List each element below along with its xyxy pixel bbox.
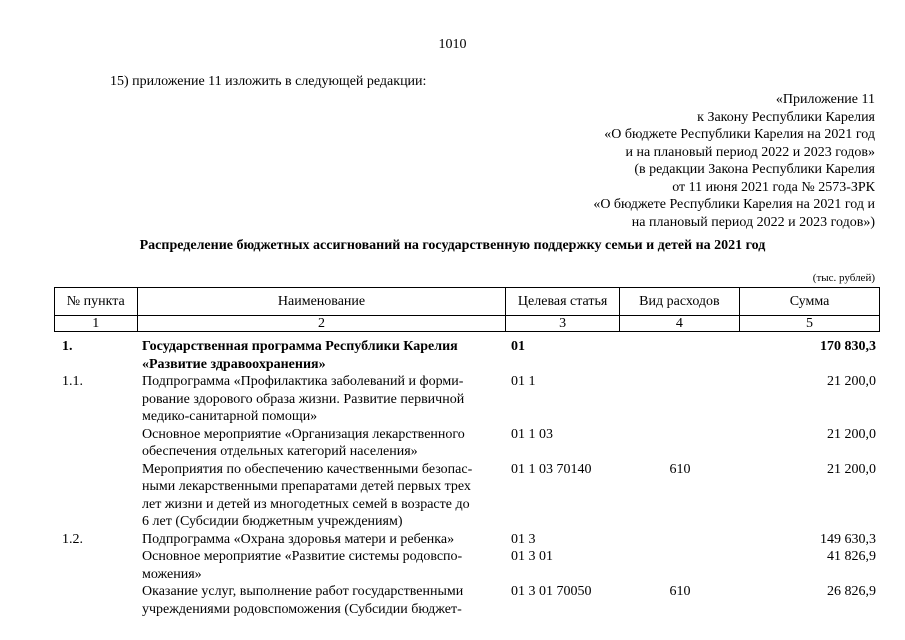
- column-number-row: [55, 316, 880, 332]
- row-name-line: обеспечения отдельных категорий населения»: [142, 444, 418, 459]
- row-name-line: «Развитие здравоохранения»: [142, 356, 326, 372]
- unit-note: (тыс. рублей): [812, 272, 875, 284]
- row-name-line: можения»: [142, 566, 202, 582]
- row-name-line: лет жизни и детей из многодетных семей в возрасте до: [142, 496, 470, 512]
- row-sum: 41 826,9: [827, 549, 876, 564]
- row-name-line: Подпрограмма «Профилактика заболеваний и форми-: [142, 374, 464, 389]
- table-body: [54, 338, 880, 618]
- row-number: 1.2.: [62, 531, 83, 547]
- row-name-line: Государственная программа Республики Карелия: [142, 339, 458, 354]
- row-expense-type: 610: [669, 584, 691, 599]
- row-sum: 149 630,3: [820, 531, 876, 547]
- row-name-line: учреждениями родовспоможения (Субсидии бюджет-: [142, 601, 462, 617]
- table-header: [54, 287, 880, 332]
- row-target-article: 01 1: [511, 374, 536, 389]
- row-number: 1.1.: [62, 374, 83, 389]
- column-number: 4: [619, 316, 739, 332]
- intro-paragraph: 15) приложение 11 изложить в следующей редакции:: [110, 74, 427, 89]
- table-row: [54, 461, 880, 531]
- row-name: [136, 548, 507, 583]
- row-sum: 26 826,9: [827, 584, 876, 599]
- row-sum: 21 200,0: [827, 426, 876, 442]
- row-sum: 21 200,0: [827, 461, 876, 477]
- row-name-line: Оказание услуг, выполнение работ государственными: [142, 584, 464, 599]
- row-target-article: 01 3: [511, 531, 536, 547]
- row-expense-type: 610: [669, 461, 691, 477]
- appendix-line: «О бюджете Республики Карелия на 2021 год: [604, 127, 875, 142]
- appendix-line: «Приложение 11: [775, 92, 875, 107]
- row-target-article: 01 3 01 70050: [511, 584, 592, 599]
- column-number: 5: [740, 316, 880, 332]
- row-name-line: 6 лет (Субсидии бюджетным учреждениям): [142, 514, 403, 529]
- table-row: [54, 373, 880, 426]
- row-target-article: 01 3 01: [511, 549, 553, 564]
- table-row: [54, 548, 880, 583]
- table-row: [54, 338, 880, 373]
- appendix-line: к Закону Республики Карелия: [697, 109, 875, 125]
- column-number: 1: [55, 316, 138, 332]
- row-name-line: рование здорового образа жизни. Развитие первичной: [142, 391, 465, 407]
- column-number: 2: [137, 316, 506, 332]
- document-title: Распределение бюджетных ассигнований на государственную поддержку семьи и детей на 2021 год: [139, 238, 766, 253]
- appendix-line: на плановый период 2022 и 2023 годов»): [631, 214, 875, 230]
- header-name: Наименование: [137, 288, 506, 316]
- header-expense-type: Вид расходов: [619, 288, 739, 316]
- appendix-line: (в редакции Закона Республики Карелия: [634, 162, 875, 177]
- row-name-line: ными лекарственными препаратами детей первых трех: [142, 479, 471, 494]
- row-target-article: 01 1 03: [511, 426, 553, 442]
- header-target-article: Целевая статья: [506, 288, 619, 316]
- row-name-line: Подпрограмма «Охрана здоровья матери и ребенка»: [142, 531, 455, 547]
- row-name-line: медико-санитарной помощи»: [142, 409, 318, 424]
- row-name-line: Мероприятия по обеспечению качественными безопас-: [142, 461, 473, 477]
- page-number: 1010: [438, 37, 467, 52]
- row-name-line: Основное мероприятие «Организация лекарственного: [142, 426, 465, 442]
- row-target-article: 01: [511, 339, 525, 354]
- row-sum: 21 200,0: [827, 374, 876, 389]
- appendix-reference: [593, 91, 875, 231]
- row-name: [136, 338, 507, 373]
- table-header-row: [55, 288, 880, 316]
- header-sum: Сумма: [740, 288, 880, 316]
- row-number: 1.: [62, 339, 73, 354]
- table-row: [54, 583, 880, 618]
- appendix-line: от 11 июня 2021 года № 2573-ЗРК: [672, 179, 875, 195]
- row-name: [136, 583, 507, 618]
- row-sum: 170 830,3: [820, 339, 876, 354]
- header-item-number: № пункта: [55, 288, 138, 316]
- row-name-line: Основное мероприятие «Развитие системы родовспо-: [142, 549, 463, 564]
- table-row: [54, 531, 880, 549]
- column-number: 3: [506, 316, 619, 332]
- row-name: [136, 461, 507, 531]
- table-row: [54, 426, 880, 461]
- row-target-article: 01 1 03 70140: [511, 461, 592, 477]
- row-name: [136, 426, 507, 461]
- appendix-line: «О бюджете Республики Карелия на 2021 год и: [593, 197, 875, 212]
- appendix-line: и на плановый период 2022 и 2023 годов»: [625, 144, 875, 160]
- row-name: [136, 373, 507, 426]
- row-name: [136, 531, 507, 549]
